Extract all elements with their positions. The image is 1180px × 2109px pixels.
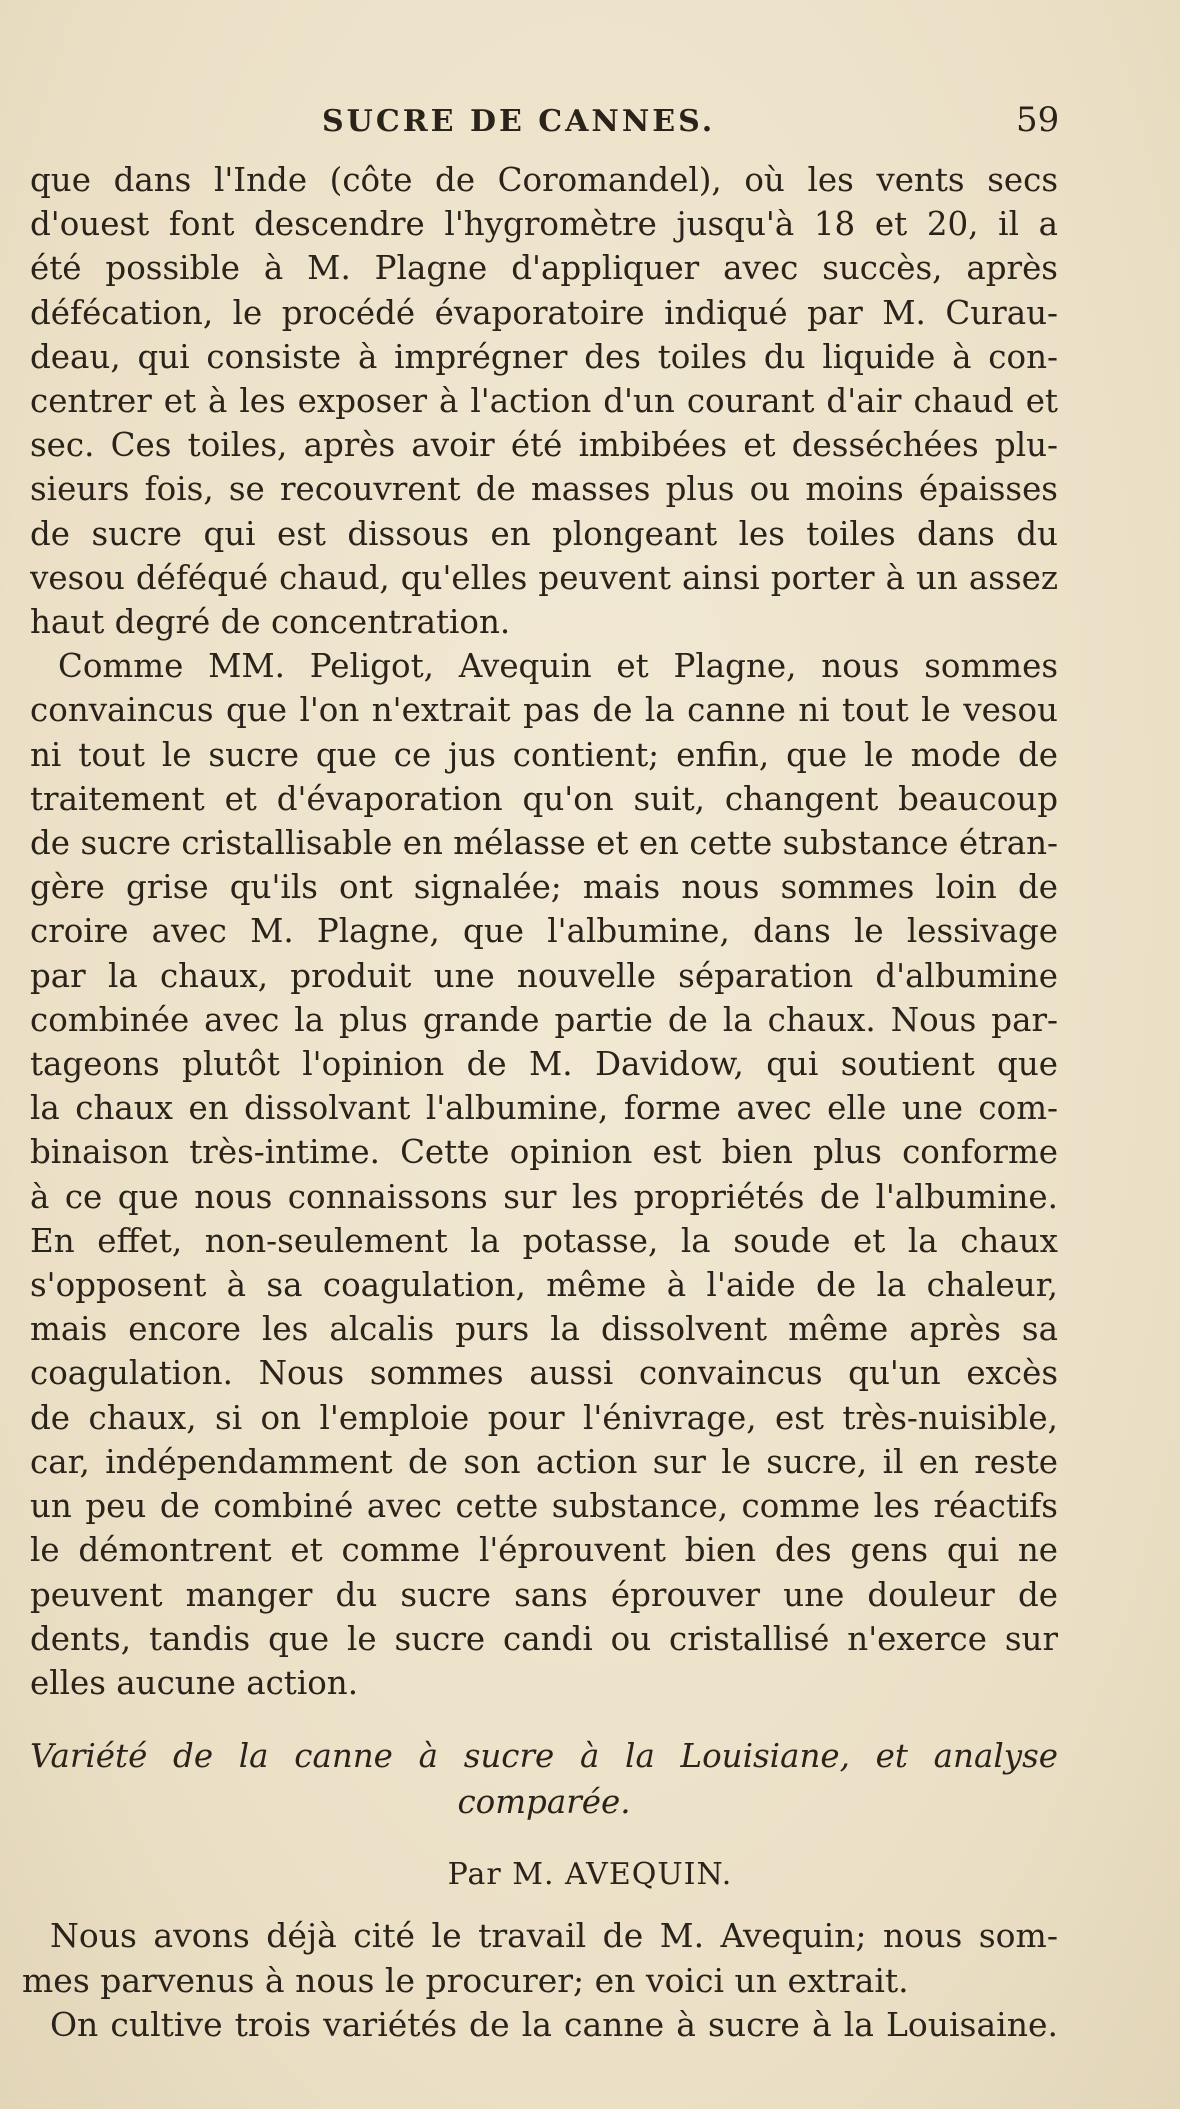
text-line: dents, tandis que le sucre candi ou cristallisé n'exerce sur xyxy=(30,1619,1058,1658)
page-header xyxy=(0,100,1180,150)
closing-text xyxy=(22,1914,1058,2048)
text-line: sec. Ces toiles, après avoir été imbibées et desséchées plu- xyxy=(30,426,1058,465)
text-line: été possible à M. Plagne d'appliquer avec succès, après xyxy=(30,249,1058,288)
text-line: centrer et à les exposer à l'action d'un courant d'air chaud et xyxy=(30,382,1058,421)
text-line: vesou déféqué chaud, qu'elles peuvent ainsi porter à un assez xyxy=(30,558,1058,597)
text-line: défécation, le procédé évaporatoire indiqué par M. Curau- xyxy=(30,293,1058,332)
text-line: convaincus que l'on n'extrait pas de la canne ni tout le vesou xyxy=(30,691,1058,730)
page-number: 59 xyxy=(1016,100,1060,140)
text-line: croire avec M. Plagne, que l'albumine, dans le lessivage xyxy=(30,912,1058,951)
text-line: elles aucune action. xyxy=(30,1663,359,1702)
text-line: mes parvenus à nous le procurer; en voici un extrait. xyxy=(22,1960,909,2000)
text-line: d'ouest font descendre l'hygromètre jusqu'à 18 et 20, il a xyxy=(30,205,1058,244)
text-line: le démontrent et comme l'éprouvent bien des gens qui ne xyxy=(30,1531,1058,1570)
running-title: SUCRE DE CANNES. xyxy=(322,104,716,139)
text-line: de chaux, si on l'emploie pour l'énivrage, est très-nuisible, xyxy=(30,1398,1058,1437)
author-byline: Par M. AVEQUIN. xyxy=(447,1857,733,1892)
text-line: traitement et d'évaporation qu'on suit, changent beaucoup xyxy=(30,779,1058,818)
text-line: binaison très-intime. Cette opinion est bien plus conforme xyxy=(30,1133,1058,1172)
text-line: que dans l'Inde (côte de Coromandel), où les vents secs xyxy=(30,161,1058,199)
text-line: Nous avons déjà cité le travail de M. Avequin; nous som- xyxy=(50,1916,1058,1955)
text-line: car, indépendamment de son action sur le sucre, il en reste xyxy=(30,1442,1058,1481)
text-line: sieurs fois, se recouvrent de masses plus ou moins épaisses xyxy=(30,470,1058,509)
text-line: ni tout le sucre que ce jus contient; enfin, que le mode de xyxy=(30,735,1058,774)
text-line: mais encore les alcalis purs la dissolvent même après sa xyxy=(30,1310,1058,1349)
text-line: Comme MM. Peligot, Avequin et Plagne, nous sommes xyxy=(58,647,1058,686)
text-line: la chaux en dissolvant l'albumine, forme avec elle une com- xyxy=(30,1089,1058,1128)
text-line: s'opposent à sa coagulation, même à l'aide de la chaleur, xyxy=(30,1266,1058,1305)
text-line: à ce que nous connaissons sur les propriétés de l'albumine. xyxy=(30,1177,1058,1216)
paragraph xyxy=(30,158,1058,644)
section-heading-line: comparée. xyxy=(457,1783,631,1821)
text-line: un peu de combiné avec cette substance, comme les réactifs xyxy=(30,1487,1058,1526)
paragraph xyxy=(30,644,1058,1705)
text-line: peuvent manger du sucre sans éprouver une douleur de xyxy=(30,1575,1058,1614)
text-line: haut degré de concentration. xyxy=(30,603,511,642)
body-text xyxy=(30,158,1058,1705)
section-heading-line: Variété de la canne à sucre à la Louisiane, et analyse xyxy=(30,1737,1058,1775)
text-line: tageons plutôt l'opinion de M. Davidow, qui soutient que xyxy=(30,1045,1058,1084)
text-line: de sucre cristallisable en mélasse et en cette substance étran- xyxy=(30,824,1058,863)
text-line: coagulation. Nous sommes aussi convaincus qu'un excès xyxy=(30,1354,1058,1393)
text-line: En effet, non-seulement la potasse, la soude et la chaux xyxy=(30,1221,1058,1260)
text-line: de sucre qui est dissous en plongeant les toiles dans du xyxy=(30,514,1058,553)
text-line: combinée avec la plus grande partie de la chaux. Nous par- xyxy=(30,1000,1058,1039)
text-line: deau, qui consiste à imprégner des toiles du liquide à con- xyxy=(30,337,1058,376)
text-line: gère grise qu'ils ont signalée; mais nous sommes loin de xyxy=(30,868,1058,907)
text-line: On cultive trois variétés de la canne à sucre à la Louisaine. xyxy=(50,2005,1058,2044)
text-line: par la chaux, produit une nouvelle séparation d'albumine xyxy=(30,956,1058,995)
section-heading xyxy=(30,1733,1058,1825)
